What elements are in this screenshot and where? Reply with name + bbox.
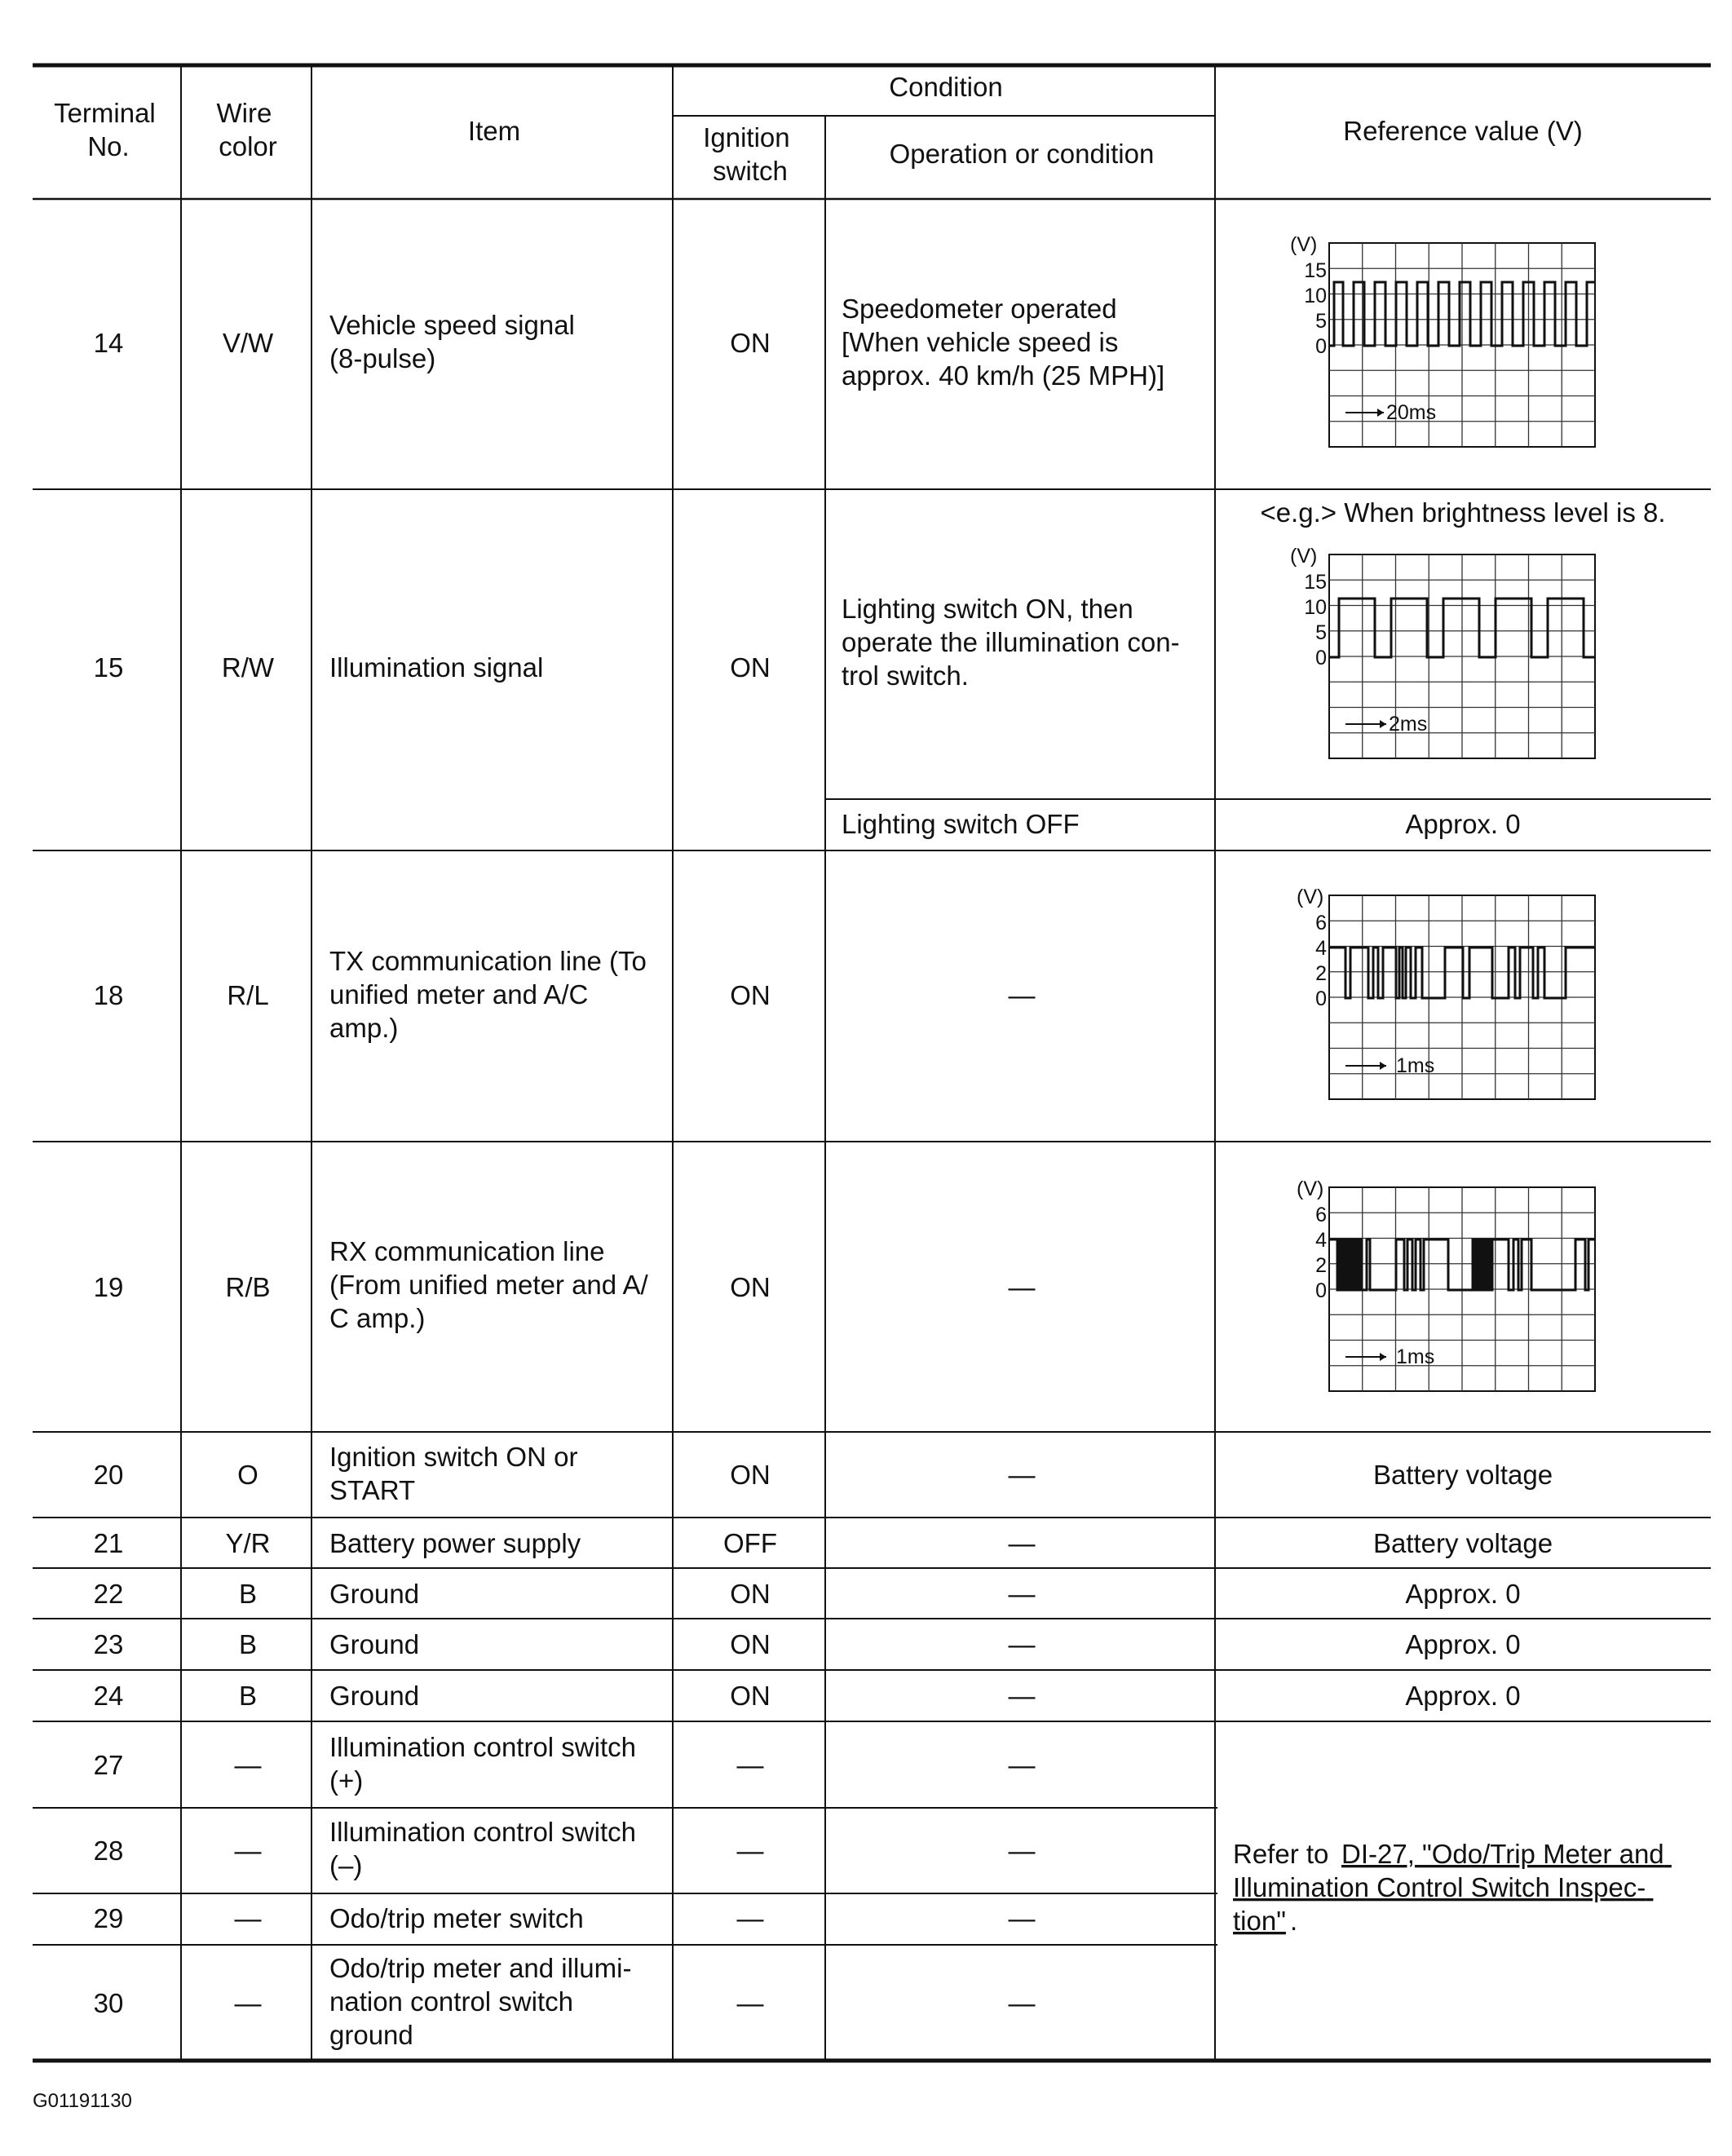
header-reference-value: Reference value (V) — [1343, 116, 1583, 146]
header-ignition-switch: Ignition switch — [703, 122, 790, 186]
tick-label: 10 — [1304, 596, 1327, 619]
terminal-no: 28 — [93, 1836, 124, 1866]
merged-reference-cell — [1233, 1839, 1672, 1936]
reference-value: Approx. 0 — [1405, 1629, 1521, 1659]
unit-label: (V) — [1297, 886, 1324, 908]
time-scale-arrowhead — [1380, 1353, 1386, 1361]
table-row — [94, 1442, 1553, 1505]
terminal-no: 24 — [93, 1681, 124, 1711]
wire-color: — — [234, 1988, 262, 2018]
terminal-no: 18 — [93, 980, 124, 1010]
item-text: Illumination control switch (+) — [329, 1732, 636, 1796]
wire-color: B — [238, 1629, 258, 1659]
tick-label: 0 — [1315, 335, 1327, 358]
wire-color: R/B — [225, 1272, 271, 1302]
tick-label: 0 — [1315, 987, 1327, 1010]
operation-text: Speedometer operated [When vehicle speed is approx. 40 km/h (25 MPH)] — [842, 294, 1165, 391]
item-text: Illumination control switch (–) — [329, 1817, 636, 1880]
wire-color: — — [234, 1836, 262, 1866]
reference-note: <e.g.> When brightness level is 8. — [1260, 497, 1666, 528]
ignition-state: ON — [730, 1579, 771, 1609]
header-wire-color: Wire color — [216, 98, 277, 161]
tick-label: 15 — [1304, 259, 1327, 282]
wire-color: R/L — [227, 980, 269, 1010]
time-scale-label: 1ms — [1396, 1054, 1435, 1077]
operation-text: — — [1008, 1629, 1036, 1659]
ignition-state: ON — [730, 980, 771, 1010]
waveform-terminal-19 — [1297, 1177, 1595, 1391]
operation-text: — — [1008, 1579, 1036, 1609]
unit-label: (V) — [1290, 233, 1318, 256]
terminal-no: 15 — [93, 652, 124, 683]
tick-label: 0 — [1315, 1279, 1327, 1302]
ignition-state: ON — [730, 1272, 771, 1302]
terminal-no: 20 — [93, 1460, 124, 1490]
operation-text: — — [1008, 1836, 1036, 1866]
signal-trace — [1329, 948, 1595, 998]
time-scale-label: 1ms — [1396, 1345, 1435, 1368]
wire-color: Y/R — [225, 1528, 271, 1558]
operation-text: — — [1008, 1681, 1036, 1711]
wire-color: B — [238, 1579, 258, 1609]
tick-label: 0 — [1315, 647, 1327, 669]
reference-value: Approx. 0 — [1405, 1579, 1521, 1609]
ignition-state: ON — [730, 1629, 771, 1659]
unit-label: (V) — [1297, 1177, 1324, 1200]
table-row — [94, 1903, 1036, 1933]
tick-label: 6 — [1315, 912, 1327, 934]
tick-label: 10 — [1304, 285, 1327, 307]
operation-text: — — [1008, 1750, 1036, 1780]
operation-text: — — [1008, 1528, 1036, 1558]
scope-grid — [1329, 554, 1595, 758]
wire-color: — — [234, 1750, 262, 1780]
sub-operation-text: Lighting switch OFF — [842, 809, 1080, 839]
reference-value: Battery voltage — [1372, 1528, 1553, 1558]
tick-label: 5 — [1315, 310, 1327, 333]
inspection-link[interactable]: DI-27, "Odo/Trip Meter and Illumination Control Switch Inspec- tion" — [1233, 1839, 1664, 1936]
ignition-state: — — [736, 1750, 764, 1780]
ignition-state: — — [736, 1903, 764, 1933]
tick-label: 15 — [1304, 571, 1327, 594]
wire-color: — — [234, 1903, 262, 1933]
reference-prefix: Refer to — [1233, 1839, 1329, 1869]
figure-id: G01191130 — [33, 2090, 132, 2112]
table-row — [94, 1528, 1553, 1558]
table-row — [94, 1953, 1036, 2050]
time-scale-label: 2ms — [1389, 713, 1428, 736]
tick-label: 4 — [1315, 1229, 1327, 1252]
terminal-no: 27 — [93, 1750, 124, 1780]
header-condition: Condition — [889, 72, 1003, 102]
tick-label: 5 — [1315, 621, 1327, 644]
terminal-no: 14 — [93, 328, 124, 358]
table-header — [54, 72, 1583, 186]
wire-color: O — [237, 1460, 258, 1490]
header-operation: Operation or condition — [889, 139, 1155, 169]
operation-text: — — [1008, 1460, 1036, 1490]
item-text: Vehicle speed signal (8-pulse) — [329, 310, 575, 373]
wire-color: R/W — [221, 652, 275, 683]
table-row — [94, 1629, 1521, 1659]
ignition-state: ON — [730, 328, 771, 358]
item-text: Battery power supply — [329, 1528, 581, 1558]
item-text: Ignition switch ON or START — [329, 1442, 578, 1505]
ignition-state: OFF — [723, 1528, 777, 1558]
ignition-state: — — [736, 1988, 764, 2018]
operation-text: — — [1008, 1272, 1036, 1302]
item-text: Odo/trip meter switch — [329, 1903, 584, 1933]
terminal-no: 29 — [93, 1903, 124, 1933]
waveform-terminal-15 — [1290, 545, 1595, 758]
header-terminal: Terminal No. — [54, 98, 156, 161]
table-row — [94, 1579, 1521, 1609]
waveform-terminal-18 — [1297, 886, 1595, 1099]
tick-label: 2 — [1315, 962, 1327, 985]
reference-suffix: . — [1290, 1906, 1298, 1936]
ignition-state: ON — [730, 652, 771, 683]
header-item: Item — [467, 116, 521, 146]
operation-text: — — [1008, 1988, 1036, 2018]
ignition-state: ON — [730, 1681, 771, 1711]
operation-text: — — [1008, 1903, 1036, 1933]
table-row — [94, 294, 1165, 391]
sub-reference-value: Approx. 0 — [1405, 809, 1521, 839]
terminal-no: 23 — [93, 1629, 124, 1659]
terminal-no: 30 — [93, 1988, 124, 2018]
ignition-state: ON — [730, 1460, 771, 1490]
wire-color: V/W — [222, 328, 274, 358]
item-text: RX communication line (From unified meter and A/ C amp.) — [329, 1236, 648, 1333]
table-row — [94, 497, 1666, 839]
table-row — [94, 1681, 1521, 1711]
item-text: Ground — [329, 1629, 420, 1659]
tick-label: 4 — [1315, 937, 1327, 960]
reference-value: Battery voltage — [1372, 1460, 1553, 1490]
tick-label: 6 — [1315, 1204, 1327, 1226]
item-text: Odo/trip meter and illumi- nation control switch ground — [329, 1953, 632, 2050]
table-row — [94, 1236, 1036, 1333]
unit-label: (V) — [1290, 545, 1318, 568]
wire-color: B — [238, 1681, 258, 1711]
item-text: Ground — [329, 1579, 420, 1609]
operation-text: — — [1008, 980, 1036, 1010]
time-scale-label: 20ms — [1386, 401, 1437, 424]
operation-text: Lighting switch ON, then operate the illumination con- trol switch. — [842, 594, 1180, 691]
terminal-no: 22 — [93, 1579, 124, 1609]
item-text: Illumination signal — [329, 652, 544, 683]
table-row — [94, 1732, 1036, 1796]
table-row — [94, 1817, 1036, 1880]
time-scale-arrowhead — [1377, 409, 1384, 417]
time-scale-arrowhead — [1380, 720, 1386, 728]
table-row — [94, 946, 1036, 1043]
ignition-state: — — [736, 1836, 764, 1866]
tick-label: 2 — [1315, 1254, 1327, 1277]
terminal-no: 19 — [93, 1272, 124, 1302]
reference-value: Approx. 0 — [1405, 1681, 1521, 1711]
terminal-no: 21 — [93, 1528, 124, 1558]
waveform-terminal-14 — [1290, 233, 1595, 447]
time-scale-arrowhead — [1380, 1062, 1386, 1070]
item-text: Ground — [329, 1681, 420, 1711]
item-text: TX communication line (To unified meter and A/C amp.) — [329, 946, 647, 1043]
